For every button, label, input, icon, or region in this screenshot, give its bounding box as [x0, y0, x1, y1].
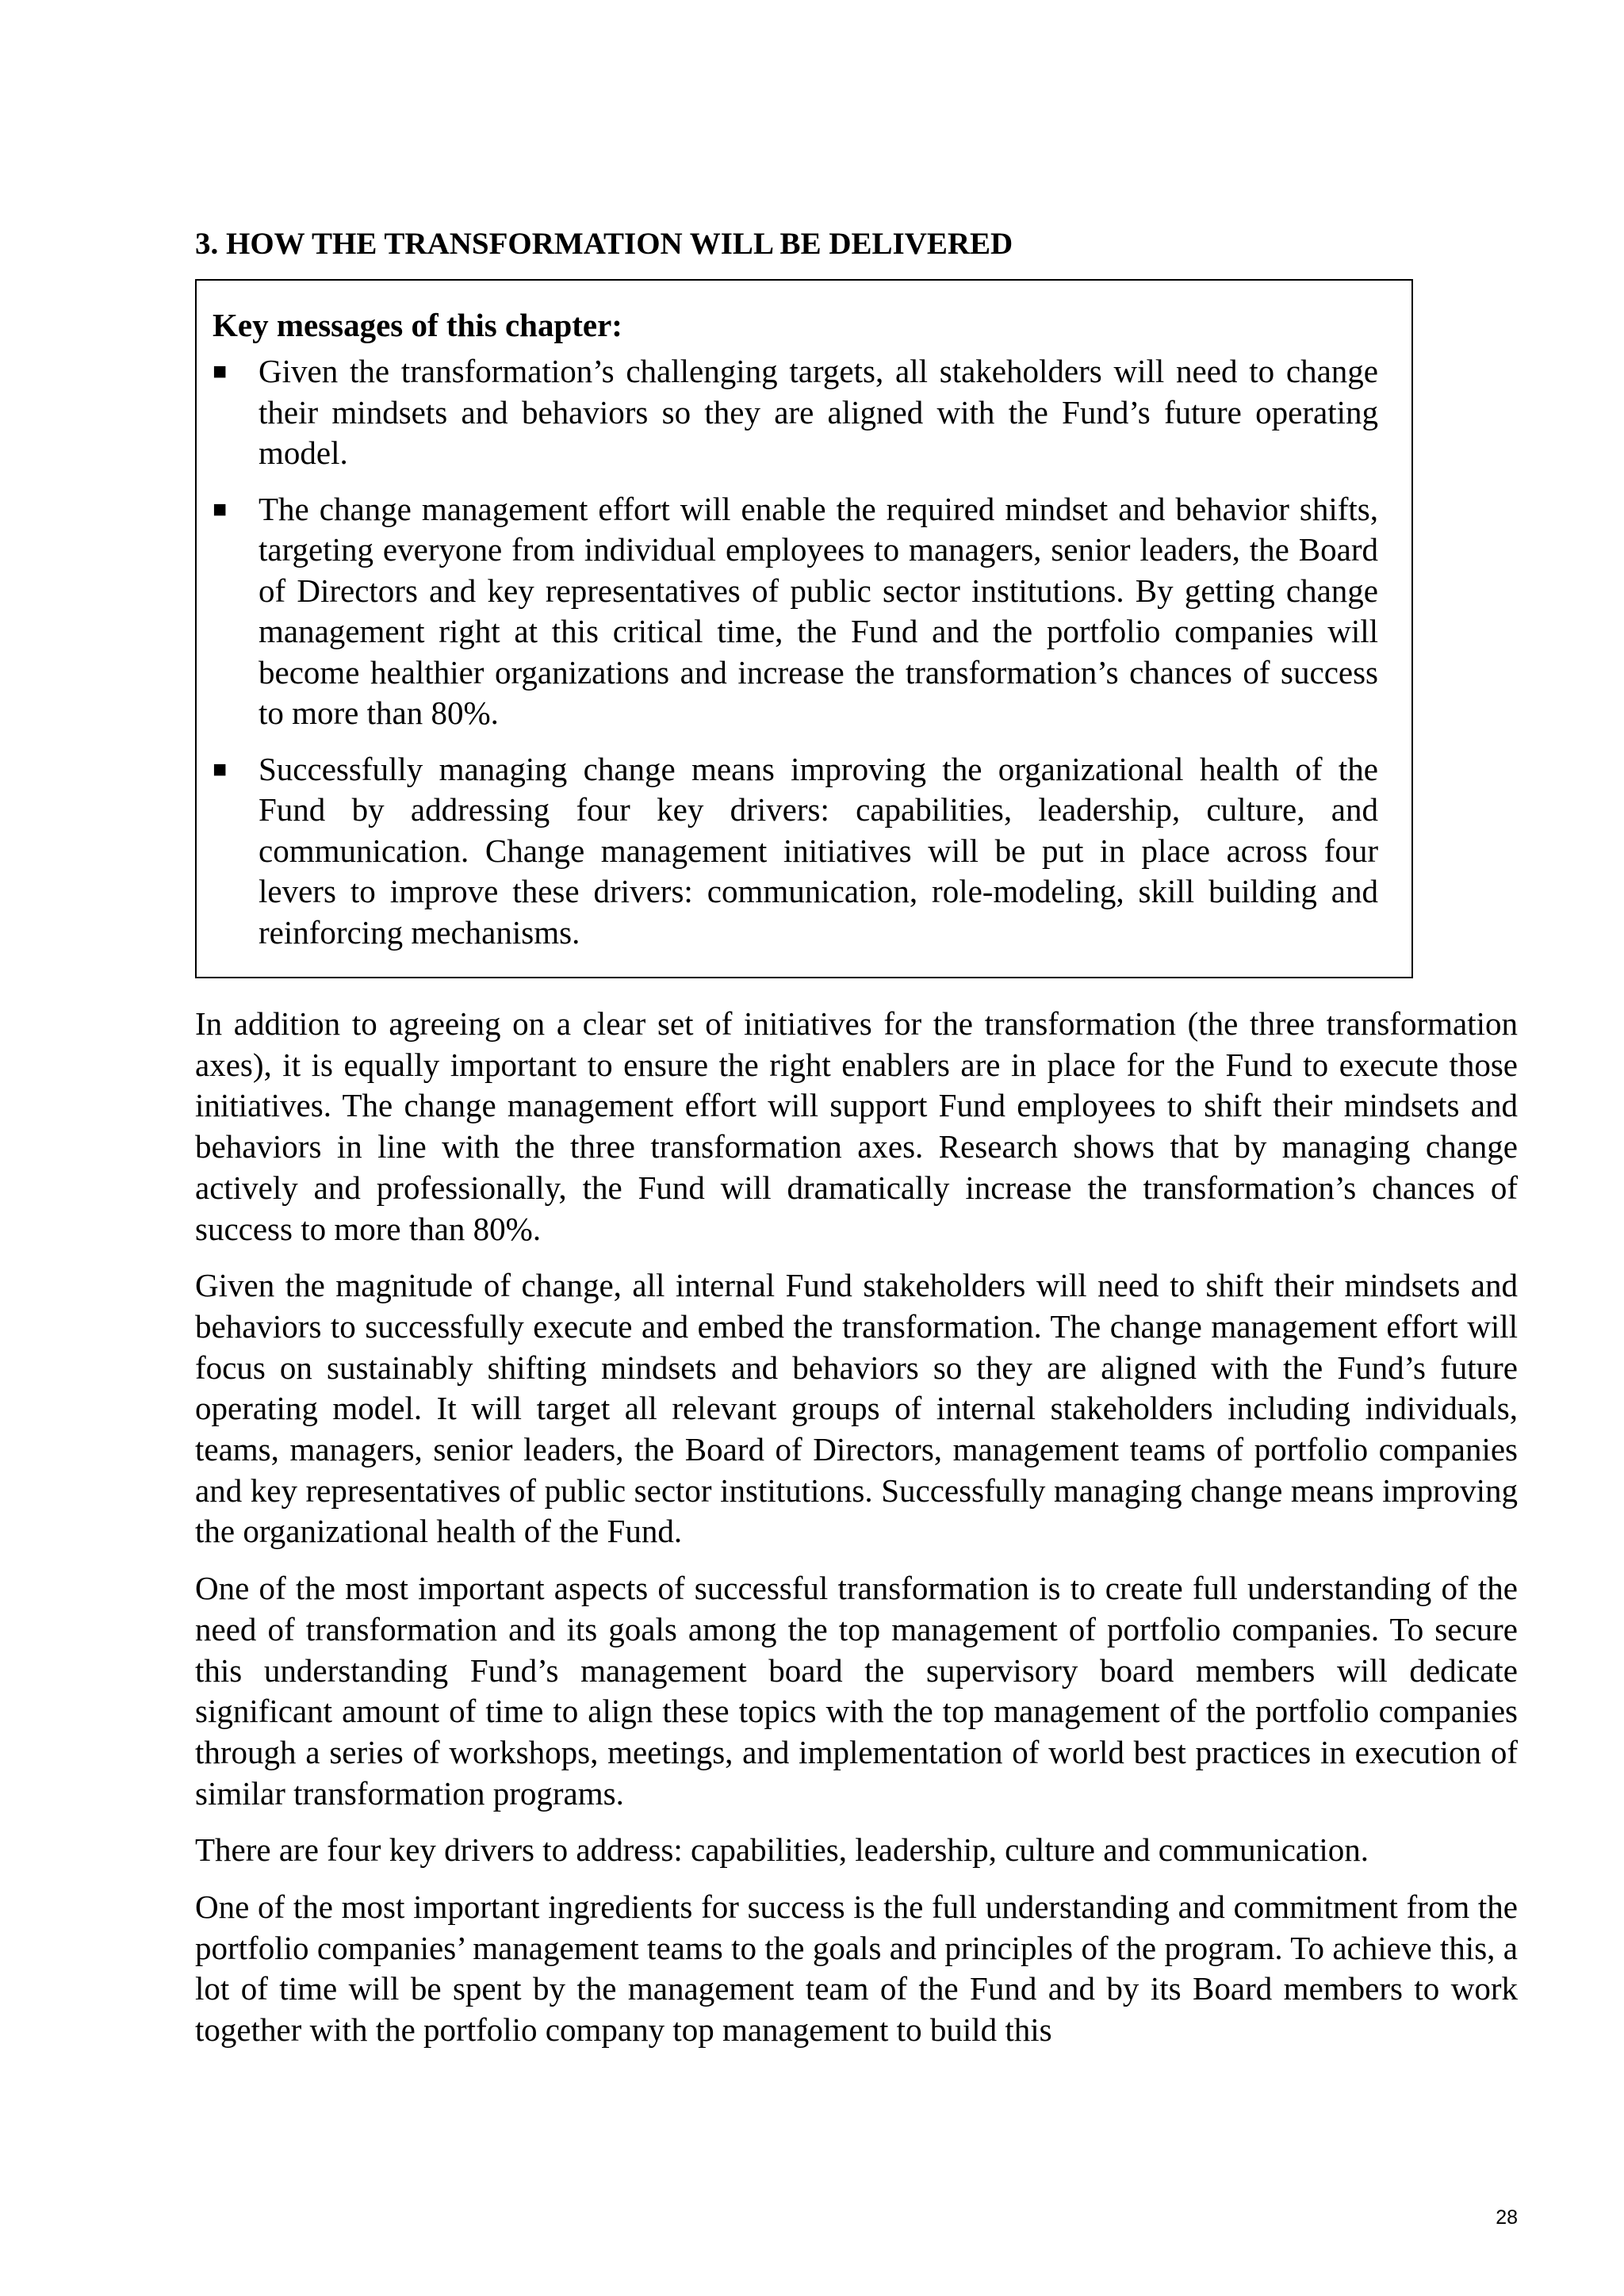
body-text [195, 1004, 1518, 2067]
square-bullet-icon: ■ [213, 496, 228, 522]
key-message-text: The change management effort will enable the required mindset and behavior shifts, targeting everyone from individual employees to managers, senior leaders, the Board of Directors and key representatives of public sector institutions. By getting change management right at this critical time, the Fund and the portfolio companies will become healthier organizations and increase the transformation’s chances of success to more than 80%. [259, 490, 1378, 731]
key-message-text: Given the transformation’s challenging targets, all stakeholders will need to change their mindsets and behaviors so they are aligned with the Fund’s future operating model. [259, 353, 1378, 471]
key-message-item [213, 489, 1378, 734]
square-bullet-icon: ■ [213, 756, 228, 783]
key-messages-box [195, 279, 1413, 978]
page-number: 28 [1496, 2206, 1518, 2229]
key-message-item [213, 351, 1378, 474]
paragraph: One of the most important aspects of successful transformation is to create full understanding of the need of transformation and its goals among the top management of portfolio companies. To secure this understanding Fund’s management board the supervisory board members will dedicate significant amount of time to align these topics with the top management of the portfolio companies through a series of workshops, meetings, and implementation of world best practices in execution of similar transformation programs. [195, 1570, 1518, 1812]
paragraph: In addition to agreeing on a clear set of initiatives for the transformation (the three transformation axes), it is equally important to ensure the right enablers are in place for the Fund to execute those initiatives. The change management effort will support Fund employees to shift their mindsets and behaviors in line with the three transformation axes. Research shows that by managing change actively and professionally, the Fund will dramatically increase the transformation’s chances of success to more than 80%. [195, 1005, 1518, 1247]
square-bullet-icon: ■ [213, 358, 228, 385]
section-heading: 3. HOW THE TRANSFORMATION WILL BE DELIVERED [195, 227, 1013, 261]
key-message-item [213, 749, 1378, 954]
key-messages-list [213, 351, 1378, 953]
key-messages-title: Key messages of this chapter: [213, 307, 622, 343]
paragraph: There are four key drivers to address: capabilities, leadership, culture and communication. [195, 1831, 1369, 1869]
key-message-text: Successfully managing change means improving the organizational health of the Fund by addressing four key drivers: capabilities, leadership, culture, and communication. Change management initiatives will be put in place across four levers to improve these drivers: communication, role-modeling, skill building and reinforcing mechanisms. [259, 750, 1378, 951]
paragraph: Given the magnitude of change, all internal Fund stakeholders will need to shift their mindsets and behaviors to successfully execute and embed the transformation. The change management effort will focus on sustainably shifting mindsets and behaviors so they are aligned with the Fund’s future operating model. It will target all relevant groups of internal stakeholders including individuals, teams, managers, senior leaders, the Board of Directors, management teams of portfolio companies and key representatives of public sector institutions. Successfully managing change means improving the organizational health of the Fund. [195, 1267, 1518, 1550]
paragraph: One of the most important ingredients for success is the full understanding and commitment from the portfolio companies’ management teams to the goals and principles of the program. To achieve this, a lot of time will be spent by the management team of the Fund and by its Board members to work together with the portfolio company top management to build this [195, 1888, 1518, 2049]
